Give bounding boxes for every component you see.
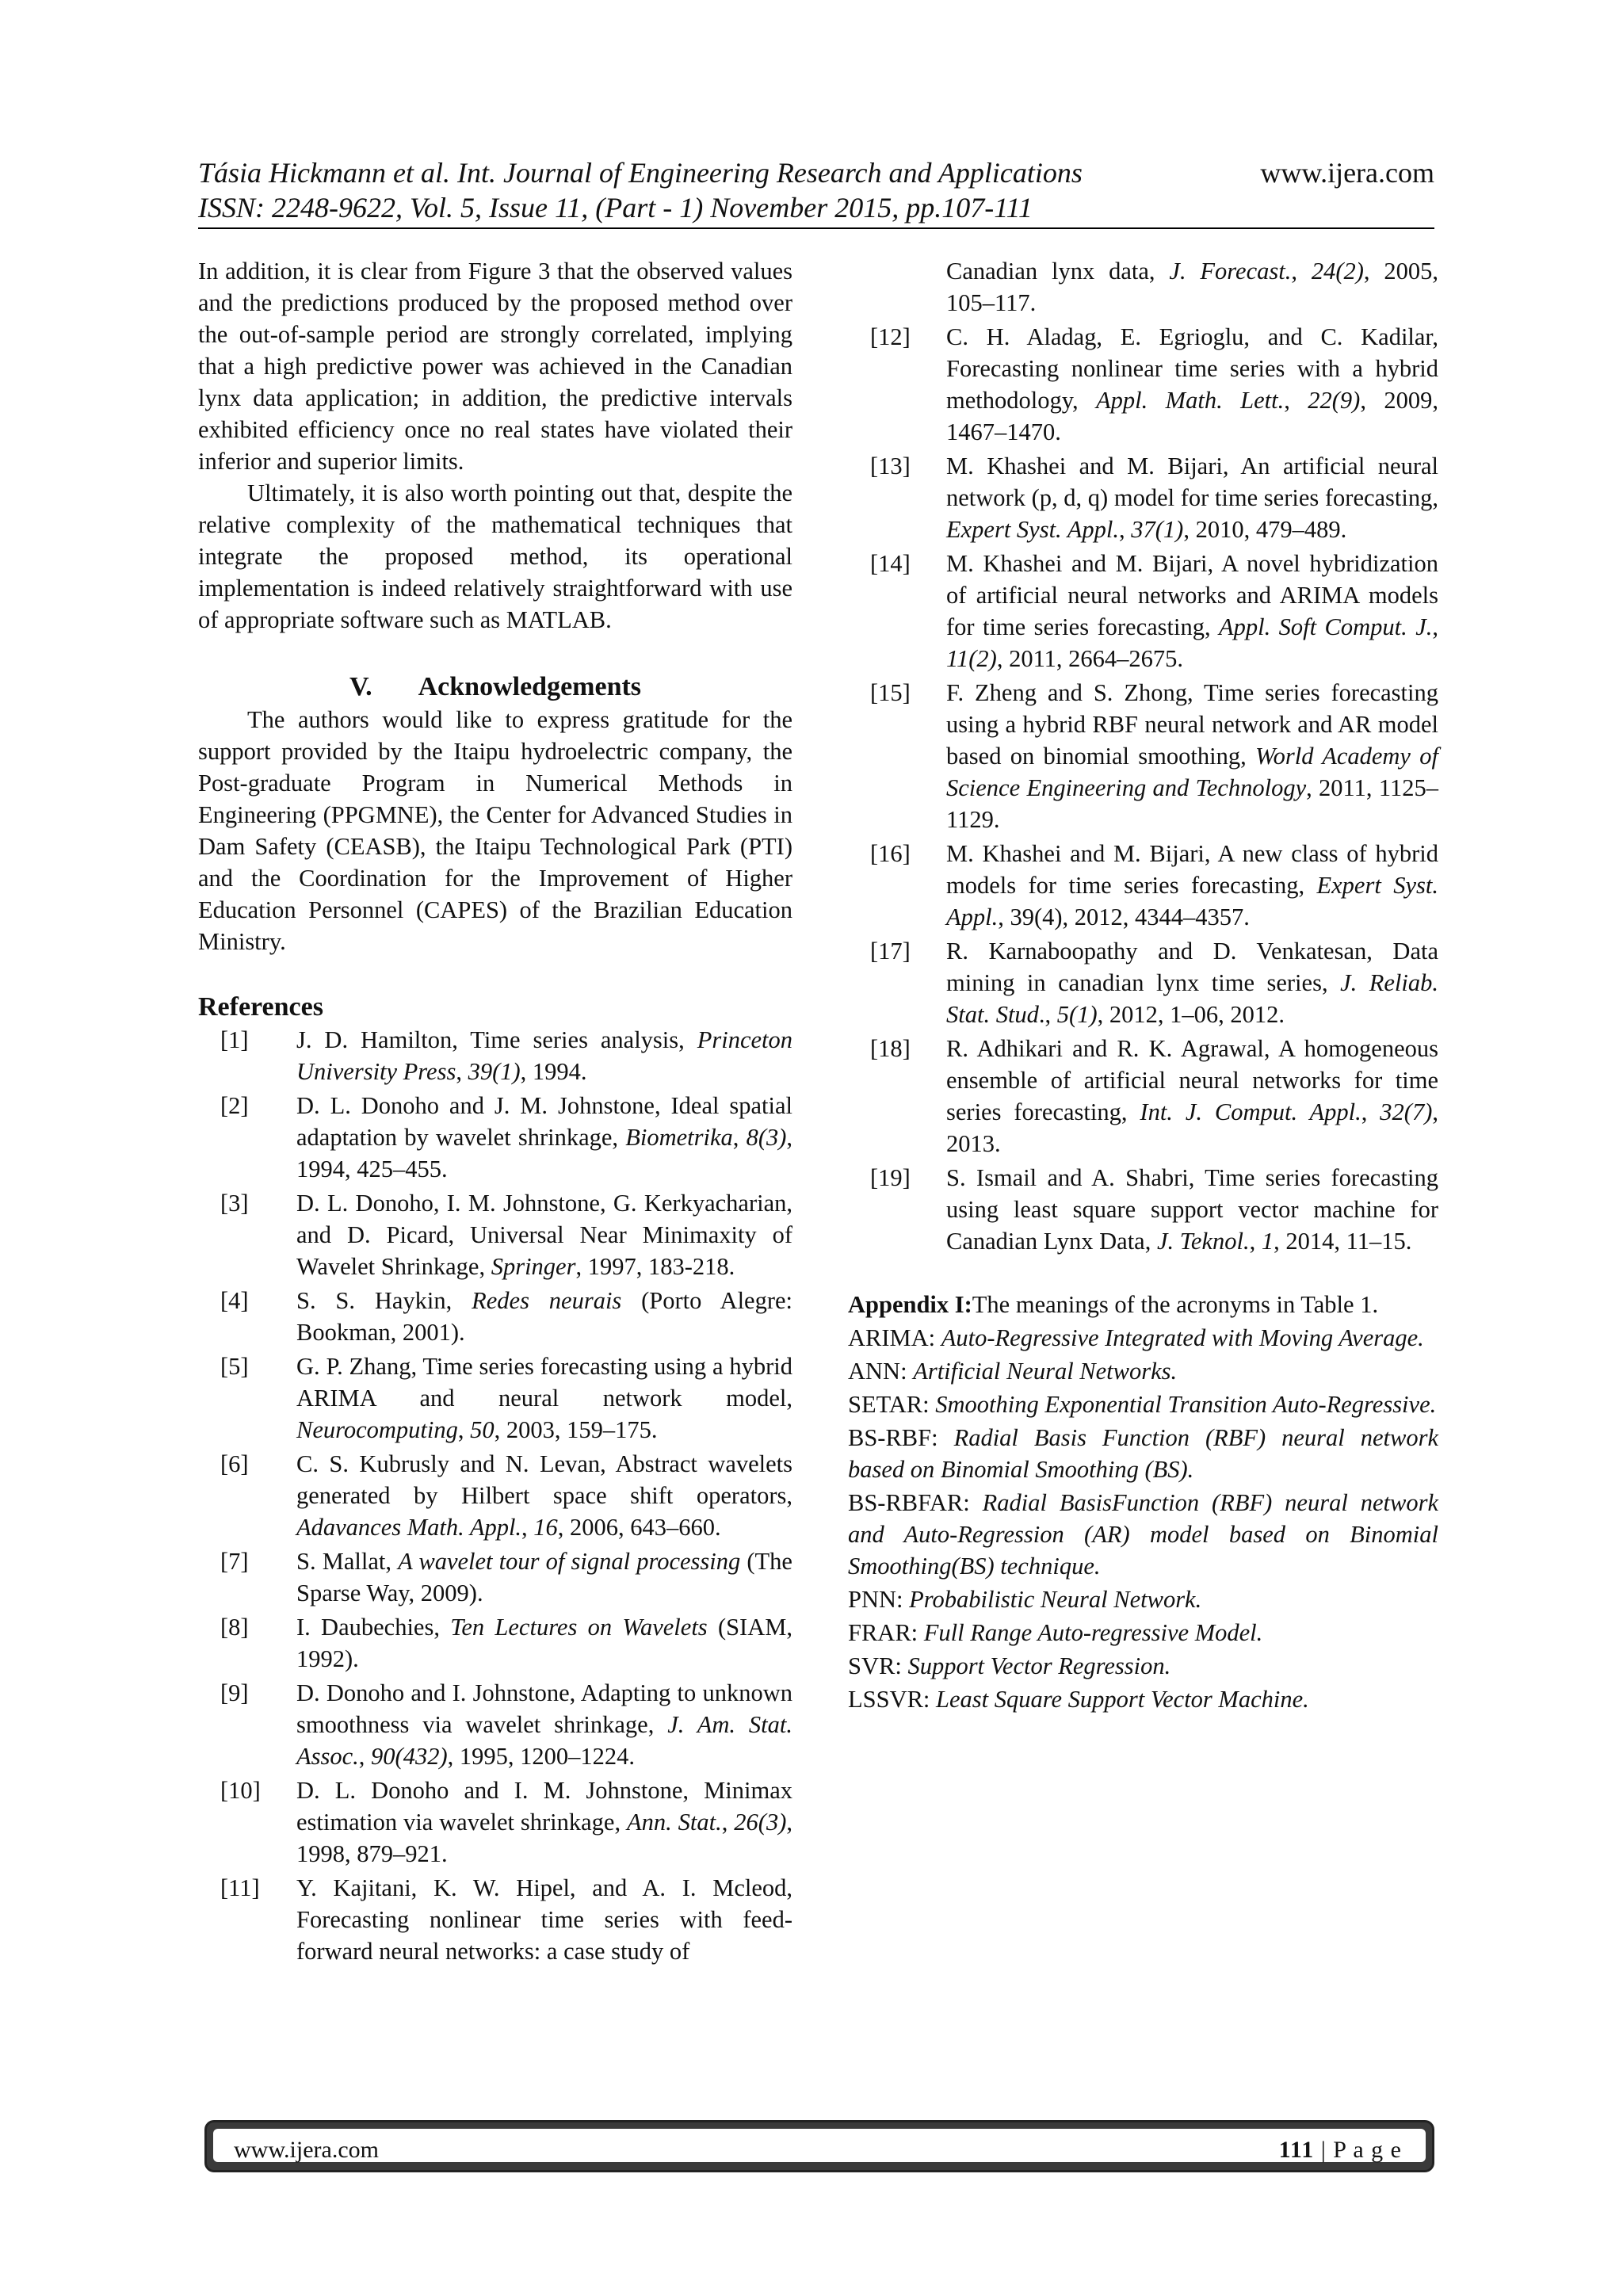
reference-item <box>198 1448 792 1543</box>
acronym-definition: FRAR: Full Range Auto-regressive Model. <box>848 1619 1263 1646</box>
body-paragraph: Ultimately, it is also worth pointing out that, despite the relative complexity of the mathematical techniques that integrate the proposed method, its operational implementation is indeed relatively straightforward with use of appropriate software such as MATLAB. <box>198 479 792 633</box>
header-citation: Tásia Hickmann et al. Int. Journal of Engineering Research and Applications <box>198 157 1083 189</box>
reference-number: [12] <box>870 323 911 350</box>
reference-item <box>198 1775 792 1870</box>
acronym-definition: PNN: Probabilistic Neural Network. <box>848 1586 1202 1613</box>
reference-list <box>848 321 1438 1257</box>
reference-text: F. Zheng and S. Zhong, Time series forecasting using a hybrid RBF neural network and AR model based on binomial smoothing, World Academy of Science Engineering and Technology, 2011, 1125–1129. <box>946 679 1438 833</box>
reference-text: I. Daubechies, Ten Lectures on Wavelets (SIAM, 1992). <box>296 1614 792 1672</box>
reference-text: M. Khashei and M. Bijari, A novel hybridization of artificial neural networks and ARIMA models for time series forecasting, Appl. Soft Comput. J., 11(2), 2011, 2664–2675. <box>946 550 1438 672</box>
reference-item <box>198 1285 792 1348</box>
reference-list <box>198 1024 792 1967</box>
page-footer <box>204 2120 1434 2172</box>
reference-item <box>198 1187 792 1282</box>
acronym-definition: LSSVR: Least Square Support Vector Machine. <box>848 1686 1309 1713</box>
reference-item <box>848 935 1438 1030</box>
body-paragraph: In addition, it is clear from Figure 3 that the observed values and the predictions produced by the proposed method over the out-of-sample period are strongly correlated, implying that a high predictive power was achieved in the Canadian lynx data application; in addition, the predictive intervals exhibited efficiency once no real states have violated their inferior and superior limits. <box>198 258 792 475</box>
acronym-definition: ANN: Artificial Neural Networks. <box>848 1358 1178 1385</box>
reference-text: J. D. Hamilton, Time series analysis, Princeton University Press, 39(1), 1994. <box>296 1026 792 1085</box>
reference-item <box>848 838 1438 933</box>
reference-number: [11] <box>220 1874 260 1901</box>
reference-item <box>198 1090 792 1185</box>
acronym-definition: BS-RBFAR: Radial BasisFunction (RBF) neural network and Auto-Regression (AR) model based on Binomial Smoothing(BS) technique. <box>848 1489 1439 1580</box>
reference-item <box>198 1545 792 1609</box>
reference-item <box>848 1162 1438 1257</box>
reference-item <box>198 1872 792 1967</box>
reference-number: [18] <box>870 1035 911 1062</box>
left-column <box>198 255 792 1969</box>
reference-number: [2] <box>220 1092 249 1119</box>
reference-item <box>848 450 1438 545</box>
reference-number: [15] <box>870 679 911 706</box>
reference-number: [9] <box>220 1679 249 1706</box>
header-issn: ISSN: 2248-9622, Vol. 5, Issue 11, (Part - 1) November 2015, pp.107-111 <box>198 192 1033 223</box>
reference-item <box>848 1033 1438 1159</box>
right-column <box>848 255 1438 1717</box>
reference-item <box>198 1677 792 1772</box>
header-site-link[interactable]: www.ijera.com <box>1260 157 1434 189</box>
section-title: Acknowledgements <box>418 672 642 701</box>
reference-text: D. Donoho and I. Johnstone, Adapting to unknown smoothness via wavelet shrinkage, J. Am. Stat. Assoc., 90(432), 1995, 1200–1224. <box>296 1679 792 1770</box>
reference-text: R. Adhikari and R. K. Agrawal, A homogeneous ensemble of artificial neural networks for time series forecasting, Int. J. Comput. Appl., 32(7), 2013. <box>946 1035 1438 1157</box>
reference-number: [5] <box>220 1353 249 1380</box>
page-number: 111 | P a g e <box>1278 2137 1402 2163</box>
reference-number: [7] <box>220 1548 249 1575</box>
reference-number: [4] <box>220 1287 249 1314</box>
section-heading-acknowledgements <box>198 670 792 704</box>
reference-text: M. Khashei and M. Bijari, An artificial neural network (p, d, q) model for time series forecasting, Expert Syst. Appl., 37(1), 2010, 479–489. <box>946 453 1438 543</box>
section-number: V. <box>349 672 372 701</box>
acronym-definition: BS-RBF: Radial Basis Function (RBF) neural network based on Binomial Smoothing (BS). <box>848 1424 1439 1483</box>
reference-text: C. H. Aladag, E. Egrioglu, and C. Kadilar, Forecasting nonlinear time series with a hybrid methodology, Appl. Math. Lett., 22(9), 2009, 1467–1470. <box>946 323 1439 445</box>
acronym-definition: SETAR: Smoothing Exponential Transition Auto-Regressive. <box>848 1391 1437 1418</box>
reference-number: [17] <box>870 938 911 965</box>
reference-number: [6] <box>220 1450 249 1477</box>
acronym-definition: SVR: Support Vector Regression. <box>848 1652 1171 1679</box>
reference-number: [14] <box>870 550 911 577</box>
running-header <box>198 155 1434 225</box>
reference-continuation: Canadian lynx data, J. Forecast., 24(2), 2005, 105–117. <box>946 258 1439 316</box>
header-rule <box>198 227 1434 229</box>
acronym-definition: ARIMA: Auto-Regressive Integrated with Moving Average. <box>848 1324 1424 1351</box>
reference-number: [19] <box>870 1164 911 1191</box>
acronym-list <box>848 1322 1438 1715</box>
reference-item <box>198 1611 792 1675</box>
reference-number: [1] <box>220 1026 249 1053</box>
reference-number: [16] <box>870 840 911 867</box>
reference-text: D. L. Donoho and J. M. Johnstone, Ideal spatial adaptation by wavelet shrinkage, Biometrika, 8(3), 1994, 425–455. <box>296 1092 793 1182</box>
footer-site-link[interactable]: www.ijera.com <box>234 2137 379 2163</box>
reference-number: [8] <box>220 1614 249 1641</box>
reference-text: Y. Kajitani, K. W. Hipel, and A. I. Mcleod, Forecasting nonlinear time series with feed-forward neural networks: a case study of <box>296 1874 792 1965</box>
reference-text: R. Karnaboopathy and D. Venkatesan, Data mining in canadian lynx time series, J. Reliab. Stat. Stud., 5(1), 2012, 1–06, 2012. <box>946 938 1438 1028</box>
reference-item <box>848 548 1438 674</box>
reference-text: S. Mallat, A wavelet tour of signal processing (The Sparse Way, 2009). <box>296 1548 792 1606</box>
reference-text: G. P. Zhang, Time series forecasting using a hybrid ARIMA and neural network model, Neurocomputing, 50, 2003, 159–175. <box>296 1353 792 1443</box>
reference-item <box>198 1024 792 1087</box>
reference-text: M. Khashei and M. Bijari, A new class of hybrid models for time series forecasting, Expert Syst. Appl., 39(4), 2012, 4344–4357. <box>946 840 1438 930</box>
reference-text: D. L. Donoho, I. M. Johnstone, G. Kerkyacharian, and D. Picard, Universal Near Minimaxity of Wavelet Shrinkage, Springer, 1997, 183-218. <box>296 1190 792 1280</box>
reference-text: C. S. Kubrusly and N. Levan, Abstract wavelets generated by Hilbert space shift operators, Adavances Math. Appl., 16, 2006, 643–660. <box>296 1450 792 1541</box>
reference-number: [3] <box>220 1190 249 1217</box>
appendix <box>848 1289 1438 1715</box>
reference-text: S. S. Haykin, Redes neurais (Porto Alegre: Bookman, 2001). <box>296 1287 793 1346</box>
reference-item <box>198 1350 792 1446</box>
reference-item <box>848 677 1438 835</box>
reference-text: D. L. Donoho and I. M. Johnstone, Minimax estimation via wavelet shrinkage, Ann. Stat., 26(3), 1998, 879–921. <box>296 1777 792 1867</box>
reference-text: S. Ismail and A. Shabri, Time series forecasting using least square support vector machine for Canadian Lynx Data, J. Teknol., 1, 2014, 11–15. <box>946 1164 1438 1255</box>
appendix-intro: Appendix I:The meanings of the acronyms in Table 1. <box>848 1291 1379 1318</box>
reference-item <box>848 321 1438 448</box>
reference-number: [13] <box>870 453 911 479</box>
acknowledgements-text: The authors would like to express gratitude for the support provided by the Itaipu hydroelectric company, the Post-graduate Program in Numerical Methods in Engineering (PPGMNE), the Center for Advanced Studies in Dam Safety (CEASB), the Itaipu Technological Park (PTI) and the Coordination for the Improvement of Higher Education Personnel (CAPES) of the Brazilian Education Ministry. <box>198 706 792 955</box>
references-heading: References <box>198 992 323 1022</box>
reference-number: [10] <box>220 1777 261 1804</box>
